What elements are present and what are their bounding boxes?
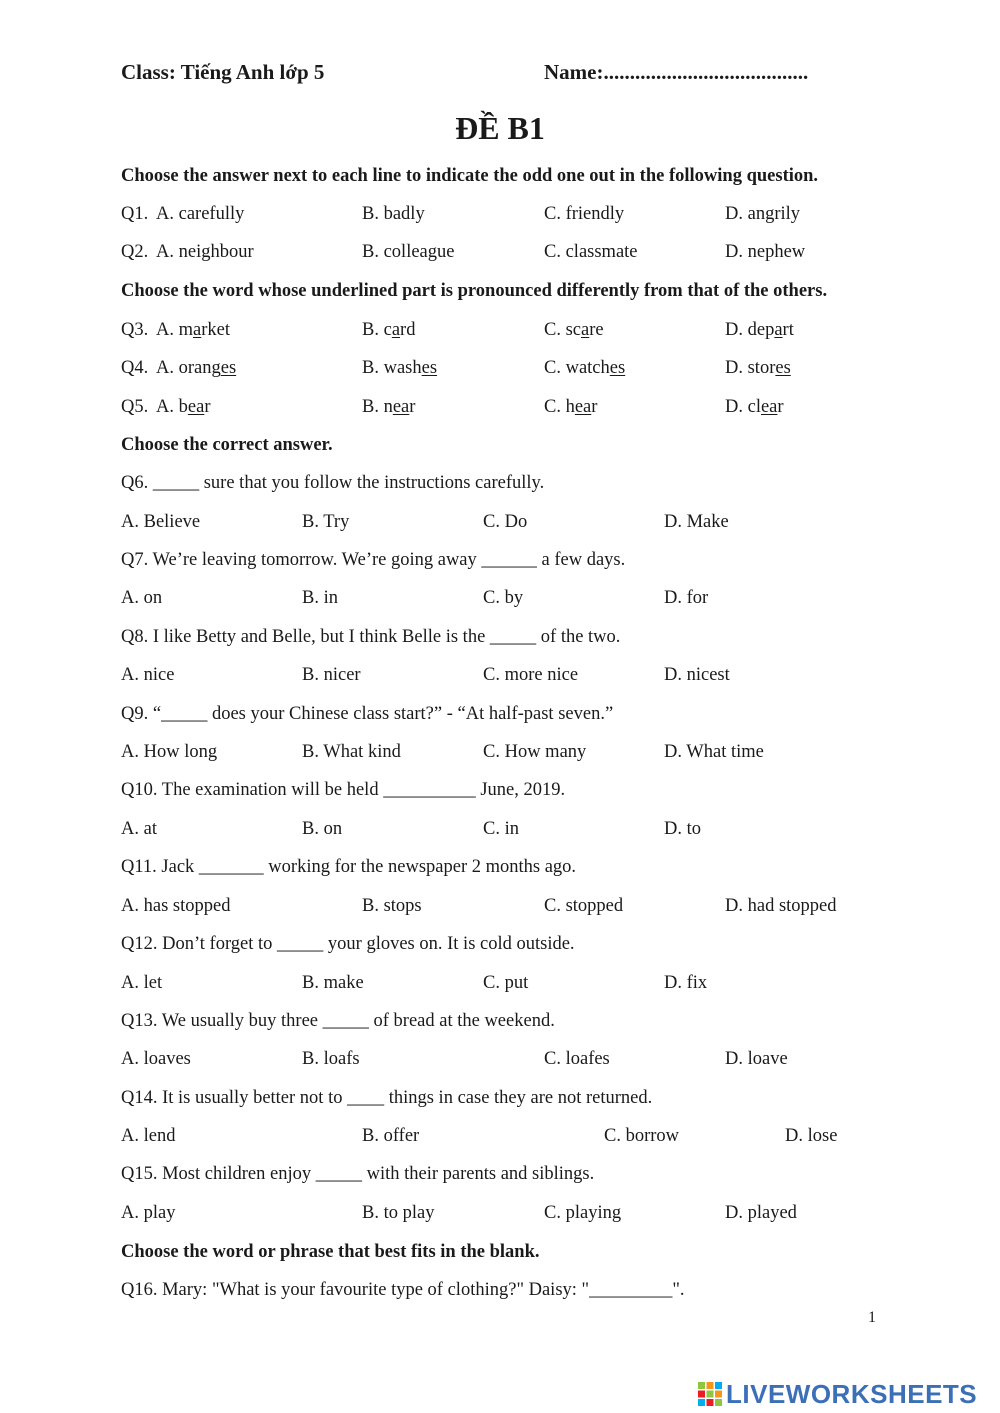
q10-option-a[interactable]: A. at [121, 819, 157, 839]
name-field-label: Name:....................................... [544, 60, 809, 84]
q7-option-d[interactable]: D. for [664, 588, 709, 608]
q15-option-d[interactable]: D. played [725, 1203, 797, 1223]
underlined-part: es [220, 358, 237, 378]
underlined-part: ea [187, 397, 205, 417]
q1-option-d[interactable]: D. angrily [725, 204, 801, 224]
q15-option-c[interactable]: C. playing [544, 1203, 622, 1223]
q8-option-b[interactable]: B. nicer [302, 665, 361, 685]
section-instruction-pronunciation: Choose the word whose underlined part is pronounced differently from that of the others. [121, 281, 828, 301]
q10-option-c[interactable]: C. in [483, 819, 519, 839]
q14-option-c[interactable]: C. borrow [604, 1126, 680, 1146]
underlined-part: ea [574, 397, 592, 417]
class-label: Class: Tiếng Anh lớp 5 [121, 60, 325, 84]
underlined-part: a [774, 320, 783, 340]
question-11-text: Q11. Jack _______ working for the newspaper 2 months ago. [121, 857, 577, 877]
q9-option-b[interactable]: B. What kind [302, 742, 401, 762]
q2-option-a[interactable]: A. neighbour [156, 242, 254, 262]
q14-option-a[interactable]: A. lend [121, 1126, 176, 1146]
question-7-text: Q7. We’re leaving tomorrow. We’re going away ______ a few days. [121, 550, 626, 570]
question-13-text: Q13. We usually buy three _____ of bread at the weekend. [121, 1011, 555, 1031]
q4-option-c[interactable]: C. watches [544, 358, 626, 378]
underlined-part: a [581, 320, 590, 340]
question-10-text: Q10. The examination will be held __________ June, 2019. [121, 780, 566, 800]
question-8-text: Q8. I like Betty and Belle, but I think Belle is the _____ of the two. [121, 627, 621, 647]
q11-option-d[interactable]: D. had stopped [725, 896, 837, 916]
q4-option-d[interactable]: D. stores [725, 358, 791, 378]
page-number: 1 [868, 1309, 876, 1326]
question-6-text: Q6. _____ sure that you follow the instructions carefully. [121, 473, 545, 493]
underlined-part: ea [760, 397, 778, 417]
q5-option-c[interactable]: C. hear [544, 397, 598, 417]
section-instruction-odd-one-out: Choose the answer next to each line to indicate the odd one out in the following question. [121, 166, 819, 186]
q3-option-d[interactable]: D. depart [725, 320, 794, 340]
underlined-part: a [391, 320, 401, 340]
q13-option-c[interactable]: C. loafes [544, 1049, 610, 1069]
question-9-text: Q9. “_____ does your Chinese class start?” - “At half-past seven.” [121, 704, 614, 724]
question-1-number: Q1. [121, 204, 149, 224]
q13-option-b[interactable]: B. loafs [302, 1049, 360, 1069]
q12-option-a[interactable]: A. let [121, 973, 163, 993]
q8-option-a[interactable]: A. nice [121, 665, 175, 685]
q12-option-d[interactable]: D. fix [664, 973, 708, 993]
section-instruction-best-fit: Choose the word or phrase that best fits in the blank. [121, 1242, 540, 1262]
q14-option-b[interactable]: B. offer [362, 1126, 420, 1146]
section-instruction-correct-answer: Choose the correct answer. [121, 435, 333, 455]
q10-option-d[interactable]: D. to [664, 819, 701, 839]
underlined-part: es [421, 358, 438, 378]
question-3-number: Q3. [121, 320, 149, 340]
q7-option-c[interactable]: C. by [483, 588, 524, 608]
q6-option-a[interactable]: A. Believe [121, 512, 201, 532]
q6-option-b[interactable]: B. Try [302, 512, 350, 532]
q12-option-b[interactable]: B. make [302, 973, 364, 993]
q11-option-a[interactable]: A. has stopped [121, 896, 231, 916]
liveworksheets-logo[interactable] [697, 1378, 977, 1410]
q7-option-b[interactable]: B. in [302, 588, 338, 608]
q11-option-c[interactable]: C. stopped [544, 896, 624, 916]
q8-option-c[interactable]: C. more nice [483, 665, 579, 685]
q15-option-a[interactable]: A. play [121, 1203, 176, 1223]
q15-option-b[interactable]: B. to play [362, 1203, 435, 1223]
question-15-text: Q15. Most children enjoy _____ with their parents and siblings. [121, 1164, 595, 1184]
liveworksheets-logo-icon [697, 1381, 723, 1407]
q3-option-b[interactable]: B. card [362, 320, 416, 340]
q1-option-b[interactable]: B. badly [362, 204, 425, 224]
question-2-number: Q2. [121, 242, 149, 262]
q6-option-d[interactable]: D. Make [664, 512, 729, 532]
q6-option-c[interactable]: C. Do [483, 512, 528, 532]
underlined-part: ea [392, 397, 410, 417]
q8-option-d[interactable]: D. nicest [664, 665, 730, 685]
question-4-number: Q4. [121, 358, 149, 378]
question-16-text: Q16. Mary: "What is your favourite type of clothing?" Daisy: "_________". [121, 1280, 685, 1300]
question-5-number: Q5. [121, 397, 149, 417]
q13-option-d[interactable]: D. loave [725, 1049, 788, 1069]
q1-option-a[interactable]: A. carefully [156, 204, 245, 224]
q5-option-a[interactable]: A. bear [156, 397, 211, 417]
q14-option-d[interactable]: D. lose [785, 1126, 838, 1146]
question-14-text: Q14. It is usually better not to ____ things in case they are not returned. [121, 1088, 653, 1108]
q2-option-c[interactable]: C. classmate [544, 242, 638, 262]
q5-option-b[interactable]: B. near [362, 397, 416, 417]
q2-option-b[interactable]: B. colleague [362, 242, 455, 262]
underlined-part: es [775, 358, 791, 378]
q9-option-c[interactable]: C. How many [483, 742, 587, 762]
q1-option-c[interactable]: C. friendly [544, 204, 625, 224]
q9-option-d[interactable]: D. What time [664, 742, 764, 762]
underlined-part: a [193, 320, 202, 340]
question-12-text: Q12. Don’t forget to _____ your gloves on. It is cold outside. [121, 934, 575, 954]
q11-option-b[interactable]: B. stops [362, 896, 422, 916]
q10-option-b[interactable]: B. on [302, 819, 343, 839]
q12-option-c[interactable]: C. put [483, 973, 529, 993]
q2-option-d[interactable]: D. nephew [725, 242, 806, 262]
q4-option-b[interactable]: B. washes [362, 358, 438, 378]
q4-option-a[interactable]: A. oranges [156, 358, 237, 378]
q9-option-a[interactable]: A. How long [121, 742, 218, 762]
q13-option-a[interactable]: A. loaves [121, 1049, 191, 1069]
liveworksheets-logo-text: LIVEWORKSHEETS [726, 1378, 978, 1409]
page-title: ĐỀ B1 [455, 110, 545, 146]
q3-option-a[interactable]: A. market [156, 320, 230, 340]
q7-option-a[interactable]: A. on [121, 588, 163, 608]
underlined-part: es [609, 358, 626, 378]
q3-option-c[interactable]: C. scare [544, 320, 604, 340]
q5-option-d[interactable]: D. clear [725, 397, 784, 417]
